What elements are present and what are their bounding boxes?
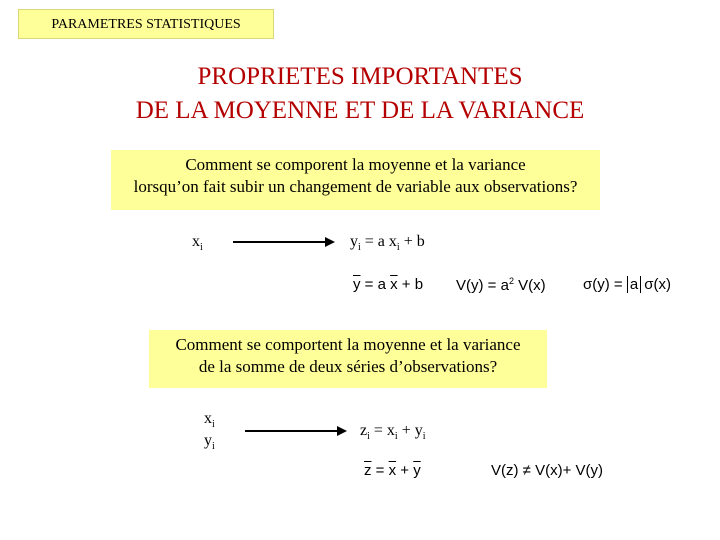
- sd-suffix: σ(x): [644, 276, 671, 293]
- variance-sum: V(x)+ V(y): [535, 462, 603, 479]
- question-line: Comment se comporent la moyenne et la variance: [185, 155, 526, 174]
- variance-prefix: V(y) = a: [456, 277, 509, 294]
- mean-rule-2: [364, 462, 421, 479]
- variable-yi: [204, 432, 215, 452]
- var-letter: x: [192, 233, 200, 250]
- var-subscript: i: [200, 242, 203, 254]
- x-subscript: i: [396, 242, 400, 254]
- question-line: lorsqu’on fait subir un changement de variable aux observations?: [133, 177, 578, 196]
- mean-y: $\overline{y}$: [353, 276, 361, 293]
- question-box-variable-change: [111, 150, 600, 210]
- variance-exponent: 2: [508, 276, 514, 286]
- plus-y: + y: [397, 422, 423, 439]
- variable-x: [192, 233, 203, 253]
- sum-expression: [360, 422, 426, 442]
- y-letter: y: [350, 233, 358, 250]
- mean-x: $\overline{x}$: [390, 276, 398, 293]
- x-letter: x: [204, 410, 212, 427]
- question-line: Comment se comportent la moyenne et la variance: [175, 335, 521, 354]
- mean-z: $\overline{z}$: [364, 462, 372, 479]
- transform-expression: [350, 233, 425, 253]
- question-box-sum: [149, 330, 547, 388]
- plus: +: [396, 462, 414, 479]
- y-subscript: i: [212, 441, 215, 453]
- abs-a: a: [627, 276, 641, 293]
- y-letter: y: [204, 432, 212, 449]
- page-title-line1: PROPRIETES IMPORTANTES: [197, 63, 523, 90]
- z-letter: z: [360, 422, 368, 439]
- equals-a: = a: [360, 276, 391, 293]
- not-equal: ≠: [518, 462, 536, 479]
- equals-x: = x: [369, 422, 395, 439]
- variable-xi: [204, 410, 215, 430]
- z-subscript: i: [367, 431, 370, 443]
- equals: =: [371, 462, 389, 479]
- variance-suffix: V(x): [513, 277, 546, 294]
- question-line: de la somme de deux séries d’observations?: [198, 357, 498, 376]
- header-label: PARAMETRES STATISTIQUES: [18, 9, 274, 39]
- sum-arrow: [245, 425, 347, 437]
- y-subscript: i: [358, 242, 361, 254]
- plus-b: + b: [397, 276, 424, 293]
- variance-z: V(z): [491, 462, 519, 479]
- transform-arrow: [233, 236, 335, 248]
- equals-ax: = a x: [360, 233, 397, 250]
- y-subscript: i: [422, 431, 426, 443]
- sd-rule-1: [583, 276, 671, 293]
- variance-rule-2: [491, 462, 603, 479]
- sd-prefix: σ(y) =: [583, 276, 627, 293]
- mean-x: $\overline{x}$: [388, 462, 397, 479]
- mean-rule-1: [353, 276, 423, 293]
- page-title-line2: DE LA MOYENNE ET DE LA VARIANCE: [135, 97, 585, 124]
- mean-y: $\overline{y}$: [413, 462, 421, 479]
- variance-rule-1: [456, 276, 546, 294]
- plus-b: + b: [399, 233, 425, 250]
- x-subscript: i: [212, 419, 215, 431]
- x-subscript: i: [394, 431, 398, 443]
